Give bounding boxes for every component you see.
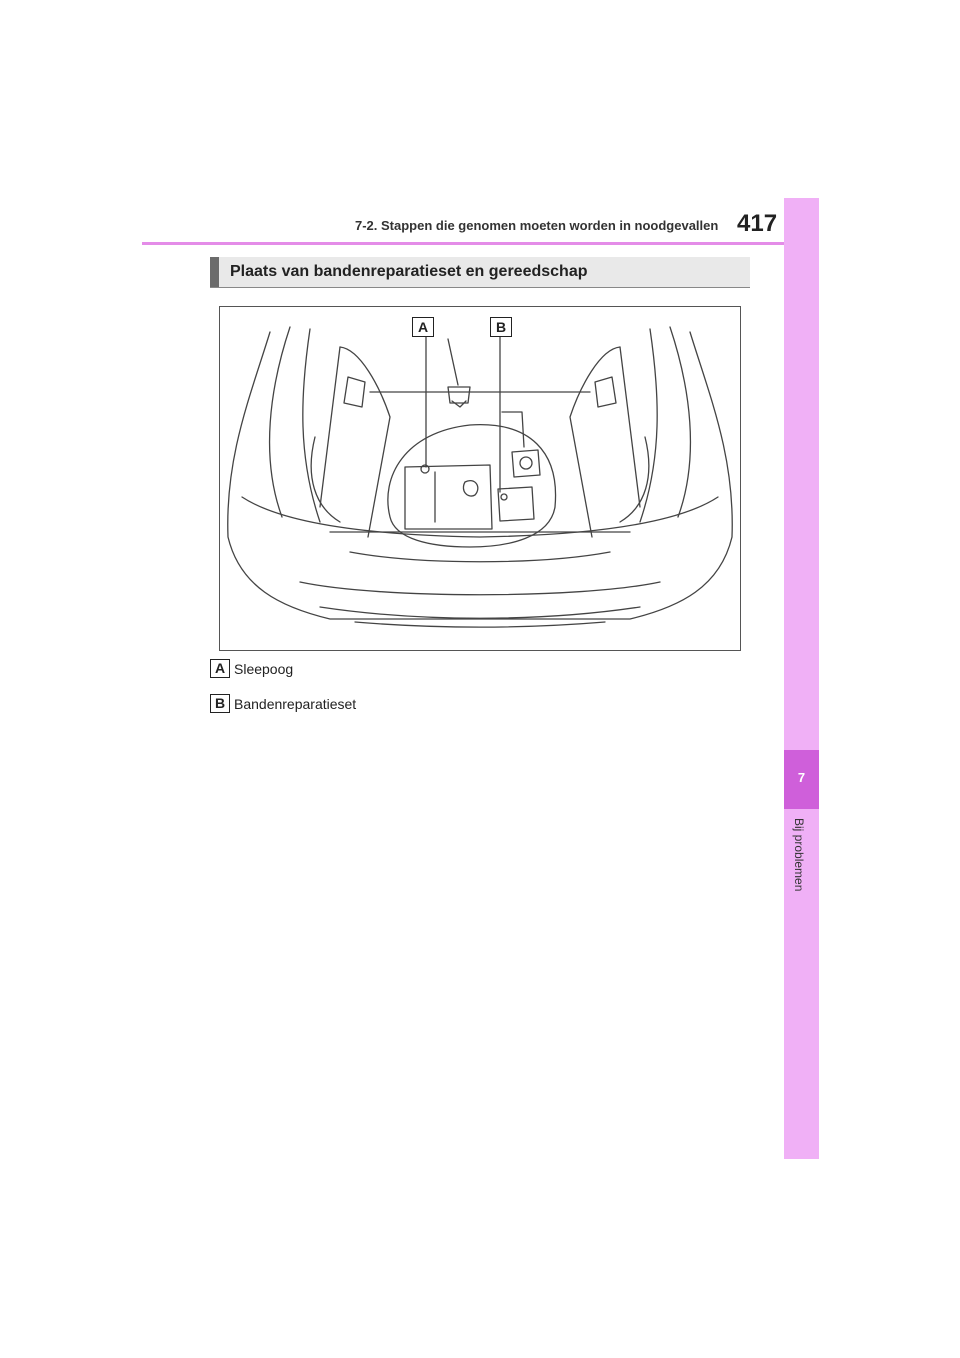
figure-callout-a: A — [412, 317, 434, 337]
legend-key: A — [210, 659, 230, 678]
section-heading — [210, 257, 750, 288]
chapter-name: Bij problemen — [792, 818, 806, 892]
trunk-illustration — [219, 306, 741, 651]
chapter-number: 7 — [797, 770, 806, 785]
section-title: 7-2. Stappen die genomen moeten worden in noodgevallen — [355, 218, 719, 233]
figure-callout-b: B — [490, 317, 512, 337]
trunk-drawing — [220, 307, 740, 650]
section-heading-text: Plaats van bandenreparatieset en gereedschap — [230, 263, 588, 280]
header-rule — [142, 242, 784, 245]
heading-bar — [210, 257, 219, 287]
page-number: 417 — [737, 210, 778, 237]
legend-label: Bandenreparatieset — [234, 696, 357, 712]
legend-key: B — [210, 694, 230, 713]
chapter-side-tab — [784, 198, 819, 1159]
legend-label: Sleepoog — [234, 661, 294, 677]
